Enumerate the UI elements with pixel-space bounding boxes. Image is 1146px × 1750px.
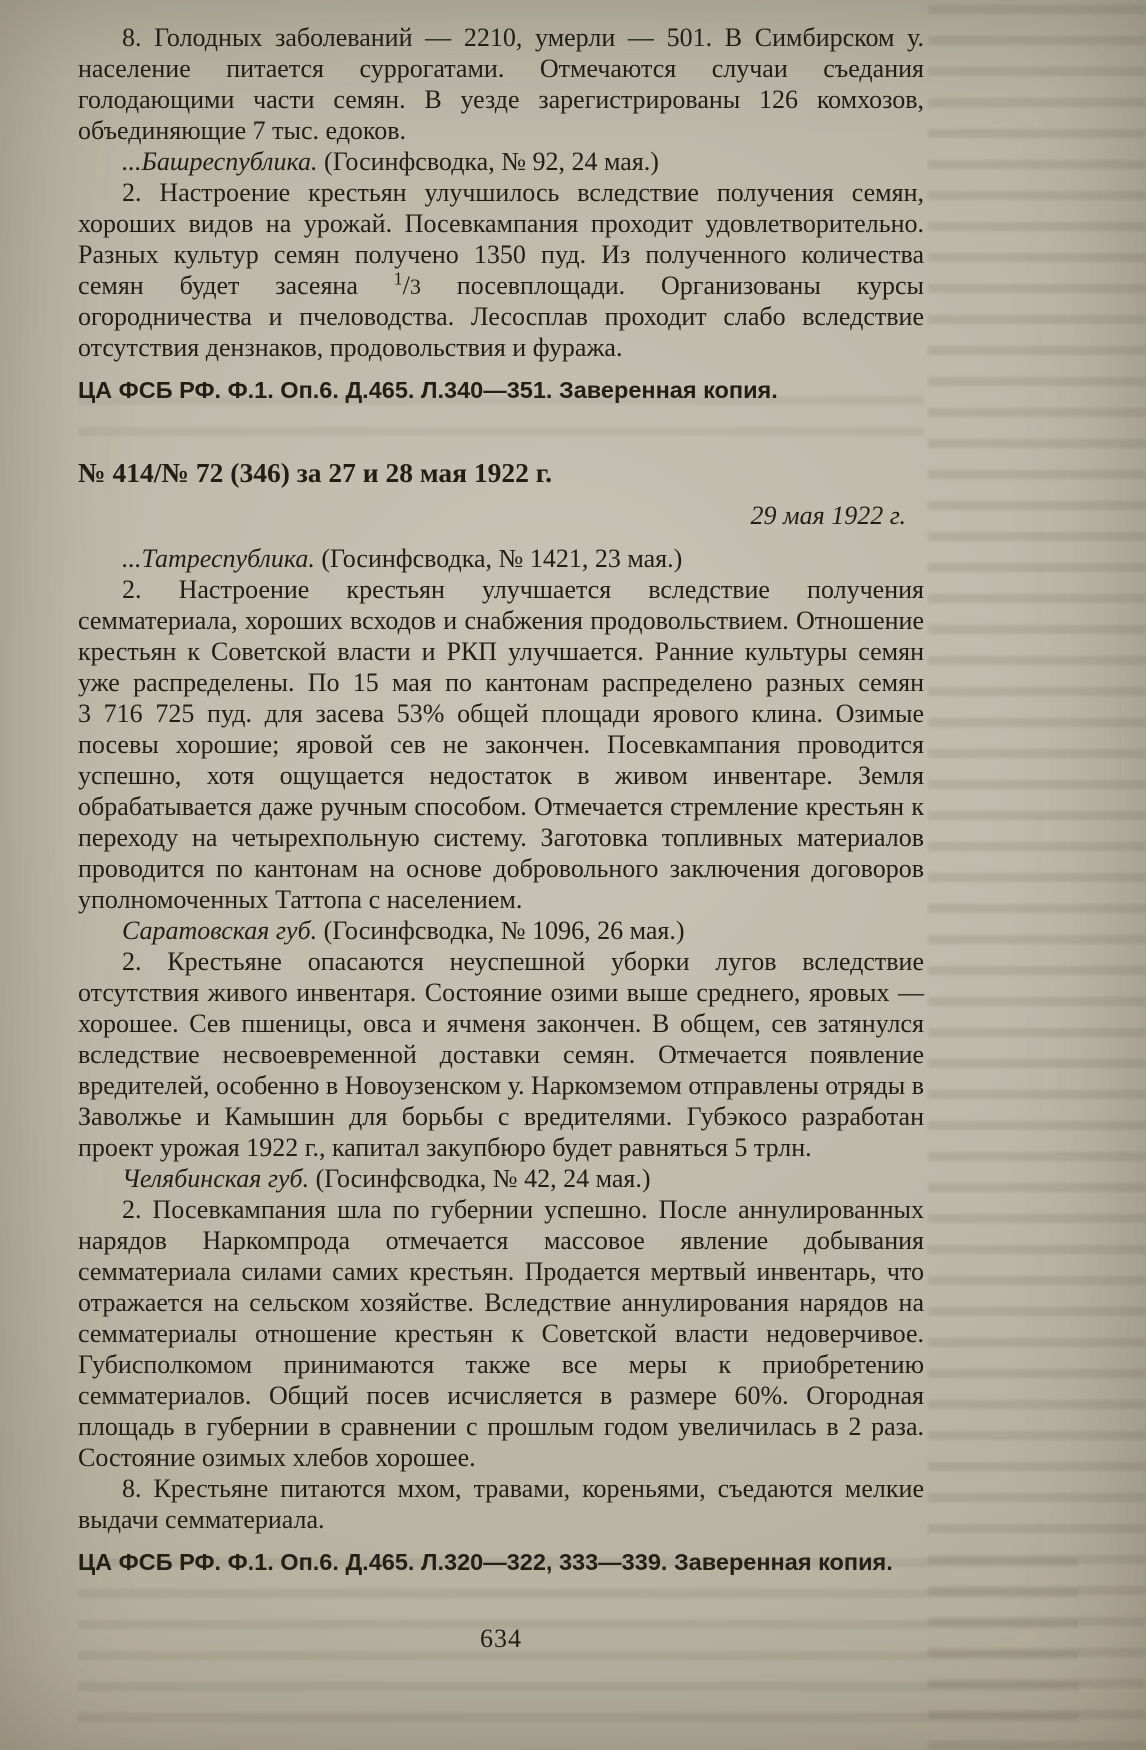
fraction-numerator: 1 [393, 268, 403, 289]
region-name: ...Татреспублика. [122, 544, 315, 573]
paragraph-famine-stats: 8. Голодных заболеваний — 2210, умерли — 501. В Симбирском у. население питается суррогатами. Отмечаются случаи съедания голодающими части семян. В уезде зарегистрированы 126 комхозов, объединяющие 7 тыс. едоков. [78, 23, 924, 145]
source-citation: (Госинфсводка, № 1421, 23 мая.) [314, 544, 683, 573]
page-number: 634 [480, 1624, 522, 1653]
report-text: 2. Настроение крестьян улучшилось вследствие получения семян, хороших видов на урожай. Посевкампания проходит удовлетворительно. Разных культур семян получено 1350 пуд. Из полученного количества семян будет засеяна [78, 178, 924, 300]
archive-reference: ЦА ФСБ РФ. Ф.1. Оп.6. Д.465. Л.340—351. Заверенная копия. [78, 377, 778, 403]
document-date: 29 мая 1922 г. [750, 501, 906, 530]
document-number-heading: № 414/№ 72 (346) за 27 и 28 мая 1922 г. [78, 457, 553, 488]
archive-reference: ЦА ФСБ РФ. Ф.1. Оп.6. Д.465. Л.320—322, 333—339. Заверенная копия. [78, 1549, 893, 1575]
fraction-slash: / [402, 271, 410, 300]
line-region-tatrespublika [78, 543, 924, 574]
line-region-chelyabinsk [78, 1163, 924, 1194]
line-region-saratov [78, 915, 924, 946]
fraction-denominator: 3 [409, 274, 421, 299]
paragraph-saratov-report: 2. Крестьяне опасаются неуспешной уборки лугов вследствие отсутствия живого инвентаря. Состояние озими выше среднего, яровых — хорошее. Сев пшеницы, овса и ячменя закончен. В общем, сев затянулся вследствие несвоевременной доставки семян. Отмечается появление вредителей, особенно в Новоузенском у. Наркомземом отправлены отряды в Заволжье и Камышин для борьбы с вредителями. Губэкосо разработан проект урожая 1922 г., капитал закупбюро будет равняться 5 трлн. [78, 947, 924, 1162]
region-name: ...Башреспублика. [122, 147, 318, 176]
line-region-bashrespublika [78, 146, 924, 177]
source-citation: (Госинфсводка, № 42, 24 мая.) [309, 1164, 651, 1193]
source-citation: (Госинфсводка, № 1096, 26 мая.) [317, 916, 685, 945]
paragraph-tat-report: 2. Настроение крестьян улучшается вследствие получения семматериала, хороших всходов и снабжения продовольствием. Отношение крестьян к Советской власти и РКП улучшается. Ранние культуры семян уже распределены. По 15 мая по кантонам распределено разных семян 3 716 725 пуд. для засева 53% общей площади ярового клина. Озимые посевы хорошие; яровой сев не закончен. Посевкампания проводится успешно, хотя ощущается недостаток в живом инвентаре. Земля обрабатывается даже ручным способом. Отмечается стремление крестьян к переходу на четырехпольную систему. Заготовка топливных материалов проводится по кантонам на основе добровольного заключения договоров уполномоченных Таттопа с населением. [78, 575, 924, 914]
reverse-side-bleedthrough [928, 0, 1146, 1750]
page-text [78, 22, 924, 1654]
paragraph-bash-report [78, 177, 924, 363]
source-citation: (Госинфсводка, № 92, 24 мая.) [317, 147, 659, 176]
region-name: Челябинская губ. [122, 1164, 310, 1193]
paragraph-chelyabinsk-report: 2. Посевкампания шла по губернии успешно. После аннулированных нарядов Наркомпрода отмечается массовое явление добывания семматериала силами самих крестьян. Продается мертвый инвентарь, что отражается на сельском хозяйстве. Вследствие аннулирования нарядов на семматериалы отношение крестьян к Советской власти недоверчивое. Губисполкомом принимаются также все меры к приобретению семматериалов. Общий посев исчисляется в размере 60%. Огородная площадь в губернии в сравнении с прошлым годом увеличилась в 2 раза. Состояние озимых хлебов хорошее. [78, 1195, 924, 1472]
region-name: Саратовская губ. [122, 916, 318, 945]
report-text: посевплощади. Организованы курсы огородничества и пчеловодства. Лесосплав проходит слабо вследствие отсутствия дензнаков, продовольствия и фуража. [78, 271, 924, 362]
paragraph-chelyabinsk-famine: 8. Крестьяне питаются мхом, травами, кореньями, съедаются мелкие выдачи семматериала. [78, 1474, 924, 1534]
